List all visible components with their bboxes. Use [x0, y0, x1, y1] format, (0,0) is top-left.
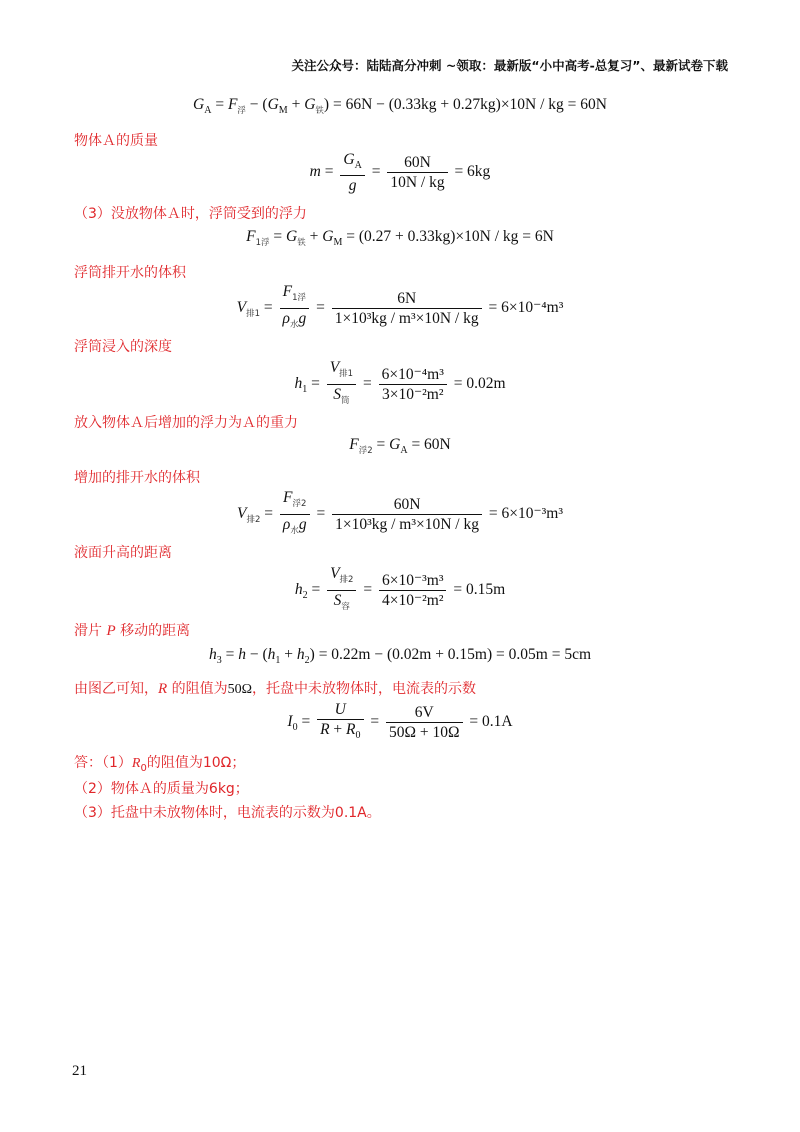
page-header: 关注公众号：陆陆高分冲刺 ~领取：最新版“小中高考-总复习”、最新试卷下载: [291, 58, 728, 73]
label-no-a-buoyancy: （3）没放物体Ａ时，浮筒受到的浮力: [74, 206, 307, 222]
answer-1-prefix: 答：（1）: [74, 755, 132, 771]
label-graph-var: R: [158, 681, 168, 697]
formula-slider-rhs: = 0.22m − (0.02m + 0.15m) = 0.05m = 5cm: [318, 646, 592, 663]
answer-3: （3）托盘中未放物体时，电流表的示数为0.1A。: [74, 805, 381, 821]
formula-mass-rhs: = 6kg: [454, 163, 491, 181]
formula-current-rhs: = 0.1A: [469, 713, 513, 731]
label-graph-value: 50Ω: [227, 682, 253, 697]
formula-rise-distance: $h_2$ = $\frac{V_{排2}}{S_容}$ = $\frac{\text{6×10⁻³m³}}{\text{4×10⁻²m²}}$ = 0.15m: [294, 565, 506, 612]
formula-displaced-num: 6N: [332, 289, 482, 309]
label-slider-distance: [74, 620, 190, 640]
formula-rise-den: 4×10⁻²m²: [381, 592, 444, 609]
formula-current-num: 6V: [386, 703, 463, 723]
label-slider-var: P: [106, 623, 116, 639]
label-displaced-volume: 浮筒排开水的体积: [74, 265, 186, 281]
formula-mass-a: m = $\frac{G_A}{g}$ = $\frac{60N}{10N / kg}$ = 6kg: [309, 151, 491, 195]
formula-current: $I_0$ = $\frac{U}{R + R_0}$ = $\frac{6V}{50\Omega + 10\Omega}$ = 0.1A: [287, 701, 513, 742]
formula-buoyancy-2-rhs: = 60N: [411, 436, 451, 453]
answer-2: （2）物体Ａ的质量为6kg；: [74, 781, 249, 797]
formula-displaced-volume: $V_{排1}$ = $\frac{F_{1浮}}{\rho_水g}$ = $\frac{6N}{\text{1×10³kg / m³×10N / kg}}$ = 6×10⁻⁴m³: [236, 283, 564, 330]
formula-current-den: 50Ω + 10Ω: [389, 724, 460, 742]
page-number: 21: [72, 1063, 87, 1079]
formula-depth-rhs: = 0.02m: [453, 375, 506, 393]
label-immersion-depth: 浮筒浸入的深度: [74, 339, 172, 355]
formula-buoyancy-1-rhs: = (0.27 + 0.33kg)×10N / kg = 6N: [346, 228, 554, 245]
label-slider-prefix: 滑片: [74, 623, 102, 639]
formula-mass-den: 10N / kg: [390, 174, 445, 192]
formula-depth-num: 6×10⁻⁴m³: [379, 365, 447, 385]
formula-depth-den: 3×10⁻²m²: [381, 386, 444, 403]
formula-rise-num: 6×10⁻³m³: [379, 571, 447, 591]
label-graph-mid: 的阻值为: [171, 681, 228, 697]
label-slider-suffix: 移动的距离: [120, 623, 191, 639]
formula-weight-a: $G_A = F_浮 - (G_M + G_铁) = 66N - (0.33kg + 0.27kg)\times 10N$ / kg = 60N: [193, 96, 607, 117]
label-mass-a: 物体Ａ的质量: [74, 133, 158, 149]
formula-mass-num: 60N: [387, 153, 447, 173]
formula-added-den: 1×10³kg / m³×10N / kg: [335, 516, 479, 533]
formula-added-volume: $V_{排2}$ = $\frac{F_{浮2}}{\rho_水g}$ = $\frac{60N}{\text{1×10³kg / m³×10N / kg}}$ = 6×10⁻³m³: [236, 489, 563, 536]
answer-1-suffix: 的阻值为10Ω；: [146, 755, 246, 771]
label-added-buoyancy: 放入物体Ａ后增加的浮力为Ａ的重力: [74, 415, 298, 431]
label-graph-prefix: 由图乙可知，: [74, 681, 158, 697]
label-added-volume: 增加的排开水的体积: [74, 470, 200, 486]
formula-immersion-depth: $h_1$ = $\frac{V_{排1}}{S_筒}$ = $\frac{\text{6×10⁻⁴m³}}{\text{3×10⁻²m²}}$ = 0.02m: [294, 359, 506, 406]
formula-displaced-rhs: = 6×10⁻⁴m³: [488, 299, 564, 317]
formula-buoyancy-2: $F_{浮2} = G_A = 60N$: [349, 436, 451, 457]
label-graph-reading: [74, 678, 476, 698]
formula-added-rhs: = 6×10⁻³m³: [488, 505, 563, 523]
answer-1-sub: 0: [140, 762, 147, 774]
label-rise-distance: 液面升高的距离: [74, 545, 172, 561]
formula-added-num: 60N: [332, 495, 482, 515]
formula-displaced-den: 1×10³kg / m³×10N / kg: [334, 310, 479, 327]
formula-buoyancy-1: $F_{1浮} = G_铁 + G_M = (0.27 + 0.33kg)\times 10N$ / kg = 6N: [246, 228, 554, 249]
label-graph-suffix: ，托盘中未放物体时，电流表的示数: [252, 681, 477, 697]
formula-weight-a-rhs: = 66N − (0.33kg + 0.27kg)×10N / kg = 60N: [332, 96, 607, 113]
answer-1: [74, 752, 245, 774]
formula-rise-rhs: = 0.15m: [453, 581, 506, 599]
formula-slider-distance: $h_3 = h - (h_1 + h_2) = 0.22m - (0.02m + 0.15m) = 0.05m = 5cm$: [208, 646, 592, 667]
answer-1-var: R: [131, 756, 141, 771]
